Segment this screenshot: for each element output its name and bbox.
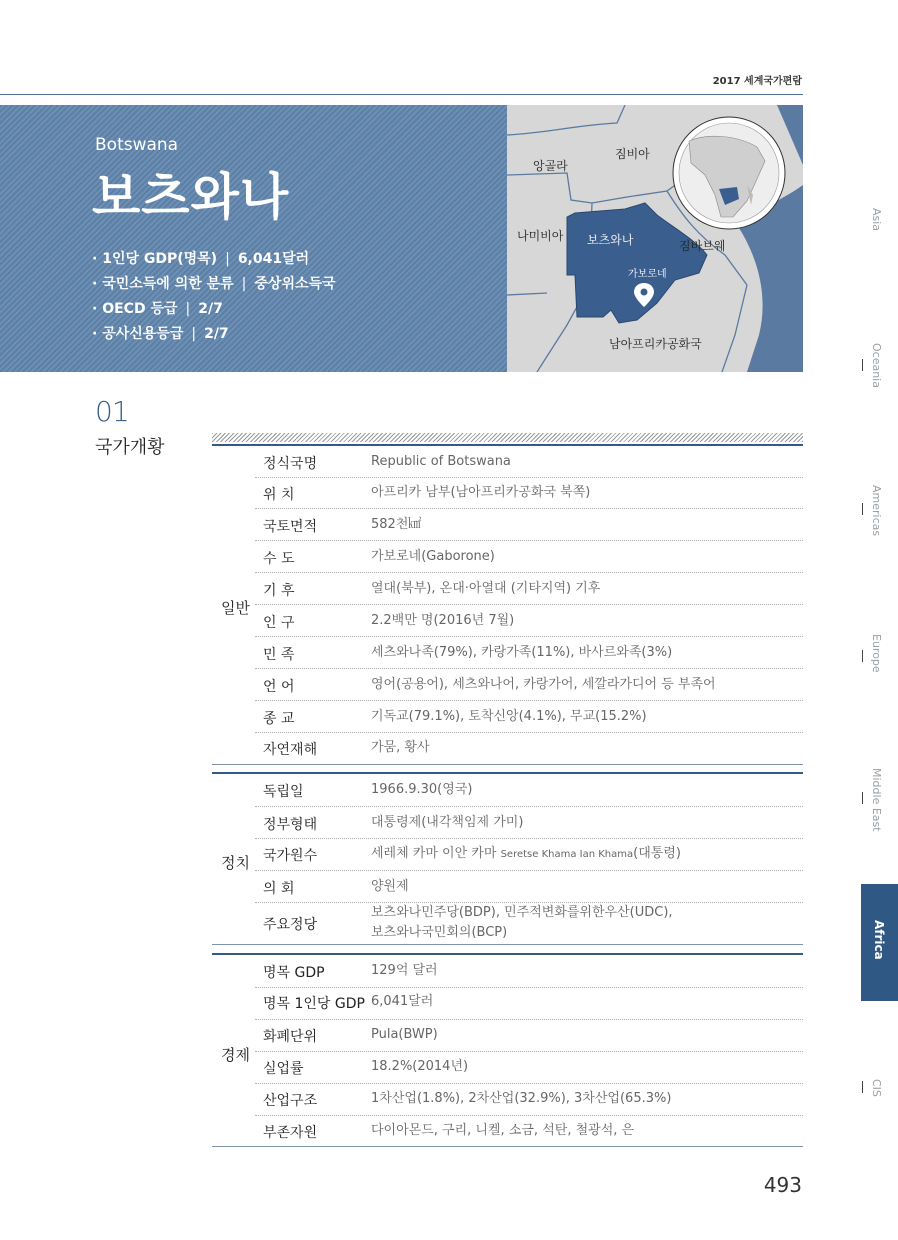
- table-row: 산업구조 1차산업(1.8%), 2차산업(32.9%), 3차산업(65.3%): [255, 1083, 803, 1116]
- fact-oecd: · OECD 등급 | 2/7: [92, 301, 223, 317]
- fact-income: · 국민소득에 의한 분류 | 중상위소득국: [92, 276, 336, 292]
- table-row: 의 회 양원제: [255, 870, 803, 903]
- page-number: 493: [763, 1173, 802, 1197]
- header-rule: [0, 94, 803, 95]
- table-row: 부존자원 다이아몬드, 구리, 니켈, 소금, 석탄, 철광석, 은: [263, 1123, 635, 1141]
- section-number: 01: [95, 395, 129, 428]
- map-label-south-africa: 남아프리카공화국: [609, 337, 702, 351]
- map-label-zimbabwe: 짐바브웨: [679, 239, 726, 253]
- table-row: 위 치 아프리카 남부(남아프리카공화국 북쪽): [255, 477, 803, 509]
- map-label-capital: 가보로네: [628, 269, 667, 280]
- table-row: 독립일 1966.9.30(영국): [255, 774, 803, 807]
- table-row: 수 도 가보로네(Gaborone): [255, 540, 803, 573]
- table-row: 정부형태 대통령제(내각책임제 가미): [255, 806, 803, 839]
- group-label-politics: 정치: [221, 854, 250, 872]
- country-hero: [0, 105, 507, 372]
- table-row: 종 교 기독교(79.1%), 토착신앙(4.1%), 무교(15.2%): [255, 700, 803, 733]
- group-politics-bottom-rule: [212, 944, 803, 945]
- group-economy-bottom-rule: [212, 1146, 803, 1147]
- table-row: 국가원수 세레체 카마 이안 카마 Seretse Khama Ian Khama(대통령): [255, 838, 803, 871]
- fact-gdp: · 1인당 GDP(명목) | 6,041달러: [92, 251, 310, 267]
- map-label-namibia: 나미비아: [517, 229, 564, 243]
- globe-inset: [673, 117, 785, 229]
- section-hatch-divider: [212, 433, 803, 442]
- table-row: 정식국명 Republic of Botswana: [255, 446, 803, 478]
- table-row: 기 후 열대(북부), 온대·아열대 (기타지역) 기후: [255, 572, 803, 605]
- map-label-zambia: 짐비아: [615, 147, 650, 161]
- tab-africa[interactable]: Africa: [861, 884, 898, 1001]
- table-row: 화폐단위 Pula(BWP): [255, 1019, 803, 1052]
- map-label-botswana: 보츠와나: [587, 233, 634, 247]
- group-general-bottom-rule: [212, 764, 803, 765]
- table-row: 실업률 18.2%(2014년): [255, 1051, 803, 1084]
- table-row: 명목 1인당 GDP 6,041달러: [255, 987, 803, 1020]
- country-name-kr: 보츠와나: [92, 168, 290, 226]
- table-row: 민 족 세츠와나족(79%), 카랑가족(11%), 바사르와족(3%): [255, 636, 803, 669]
- country-name-en: Botswana: [95, 135, 179, 155]
- group-label-general: 일반: [221, 599, 250, 617]
- key-facts: [92, 247, 336, 347]
- table-row: 언 어 영어(공용어), 세츠와나어, 카랑가어, 세깔라가디어 등 부족어: [255, 668, 803, 701]
- map-label-angola: 앙골라: [533, 159, 568, 173]
- group-label-economy: 경제: [221, 1046, 250, 1064]
- table-row: 인 구 2.2백만 명(2016년 7월): [255, 604, 803, 637]
- book-title: 2017 세계국가편람: [712, 76, 802, 87]
- table-row: 국토면적 582천㎢: [255, 508, 803, 541]
- location-map: [507, 105, 803, 372]
- section-title: 국가개황: [95, 437, 165, 458]
- table-row: 자연재해 가뭄, 황사: [263, 740, 430, 758]
- table-row: 주요정당 보츠와나민주당(BDP), 민주적변화를위한우산(UDC), 보츠와나국민회의(BCP): [263, 905, 673, 940]
- table-row: 명목 GDP 129억 달러: [255, 955, 803, 988]
- fact-credit: · 공사신용등급 | 2/7: [92, 326, 229, 342]
